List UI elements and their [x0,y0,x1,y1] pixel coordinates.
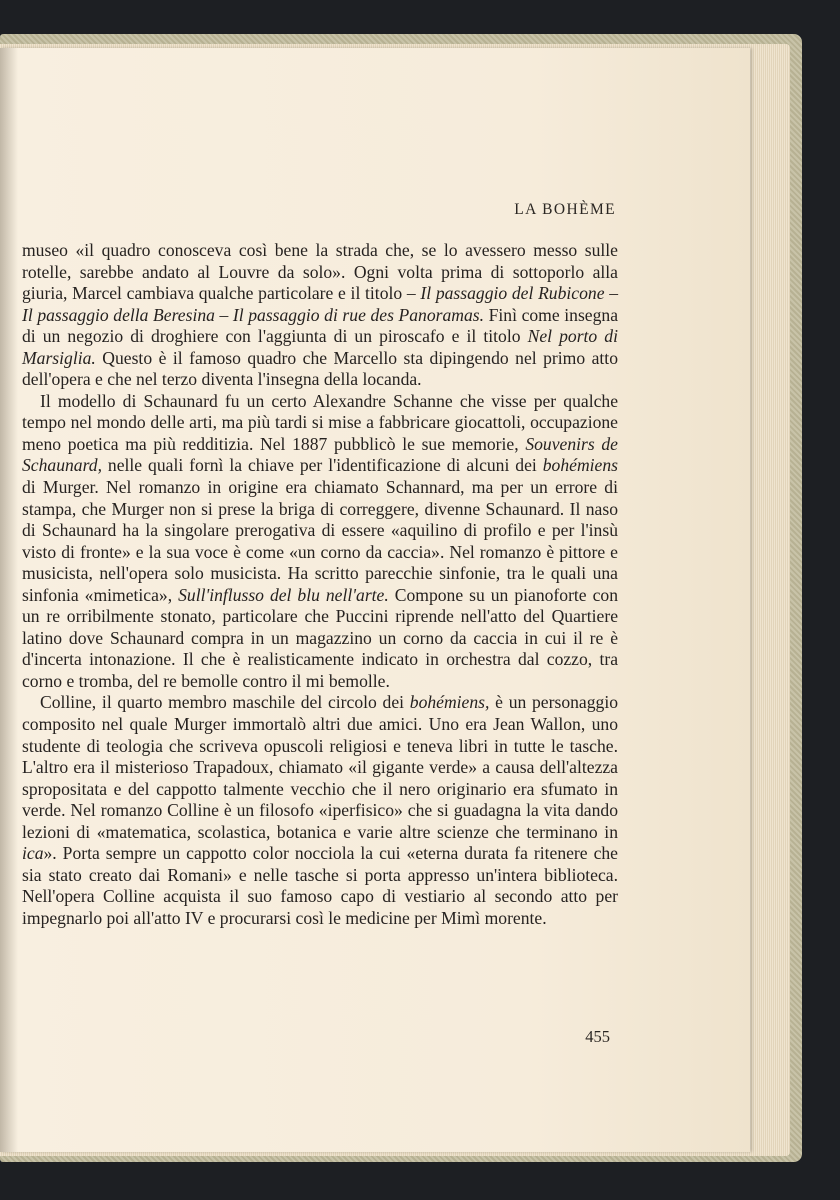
text-run-italic: Nel porto di Marsiglia. [22,326,618,368]
text-run: Colline, il quarto membro maschile del circolo dei [40,692,410,713]
text-run-italic: Il passaggio del Rubicone – Il passaggio della Beresina – Il passaggio di rue des Panoramas. [22,283,618,325]
text-run-italic: bohémiens, [409,692,490,713]
page-number: 455 [585,1027,610,1046]
text-run-italic: ica [22,843,44,864]
text-run: Questo è il famoso quadro che Marcello sta dipingendo nel primo atto dell'opera e che nel terzo diventa l'insegna della locanda. [22,347,618,390]
text-run: nelle quali fornì la chiave per l'identificazione di alcuni dei [101,455,543,476]
text-run: di Murger. Nel romanzo in origine era chiamato Schannard, ma per un errore di stampa, che Murger non si prese la briga di correggere, divenne Schaunard. Il naso di Schaunard ha la singolare prerogativa di essere «aquilino di profilo e per l'insù visto di fronte» e la sua voce è come «un corno da caccia». Nel romanzo è pittore e musicista, nell'opera solo musicista. Ha scritto parecchie sinfonie, tra le quali una sinfonia «mimetica», [22,477,618,605]
page-gutter-shadow [0,48,18,1152]
text-run-italic: Sull'influsso del blu nell'arte. [178,584,389,605]
running-head: LA BOHÈME [514,201,616,218]
text-run: Finì come insegna di un negozio di droghiere con l'aggiunta di un piroscafo e il titolo [22,304,618,347]
text-run-italic: Souvenirs de Schaunard, [22,433,618,476]
text-run: Il modello di Schaunard fu un certo Alexandre Schanne che visse per qualche tempo nel mondo delle arti, ma più tardi si mise a fabbricare giocattoli, occupazione meno poetica ma più redditizia. Nel 1887 pubblicò le sue memorie, [22,390,618,454]
text-run: è un personaggio composito nel quale Murger immortalò altri due amici. Uno era Jean Wallon, uno studente di teologia che scriveva opuscoli religiosi e teneva libri in tutte le tasche. L'altro era il misterioso Trapadoux, chiamato «il gigante verde» a causa dell'altezza spropositata e del cappotto talmente vecchio che il nero originario era sfumato in verde. Nel romanzo Colline è un filosofo «iperfisico» che si guadagna la vita dando lezioni di «matematica, scolastica, botanica e varie altre scienze che terminano in [22,692,619,842]
body-text [22,240,618,930]
paragraph [22,391,618,693]
text-run-italic: bohémiens [542,455,618,476]
paragraph [22,240,618,391]
paragraph [22,692,618,929]
text-run: Compone su un pianoforte con un re orribilmente stonato, particolare che Puccini riprende nell'atto del Quartiere latino dove Schaunard compra in un magazzino un corno da caccia in cui il re è d'incerta intonazione. Il che è realisticamente indicato in orchestra dal cozzo, tra corno e tromba, del re bemolle contro il mi bemolle. [22,584,618,691]
text-run: museo «il quadro conosceva così bene la strada che, se lo avessero messo sulle rotelle, sarebbe andato al Louvre da solo». Ogni volta prima di sottoporlo alla giuria, Marcel cambiava qualche particolare e il titolo – [22,240,618,304]
text-run: ». Porta sempre un cappotto color nocciola la cui «eterna durata fa ritenere che sia stato creato dai Romani» e nelle tasche si porta appresso un'intera biblioteca. Nell'opera Colline acquista il suo famoso capo di vestiario al secondo atto per impegnarlo poi all'atto IV e procurarsi così le medicine per Mimì morente. [22,843,618,928]
